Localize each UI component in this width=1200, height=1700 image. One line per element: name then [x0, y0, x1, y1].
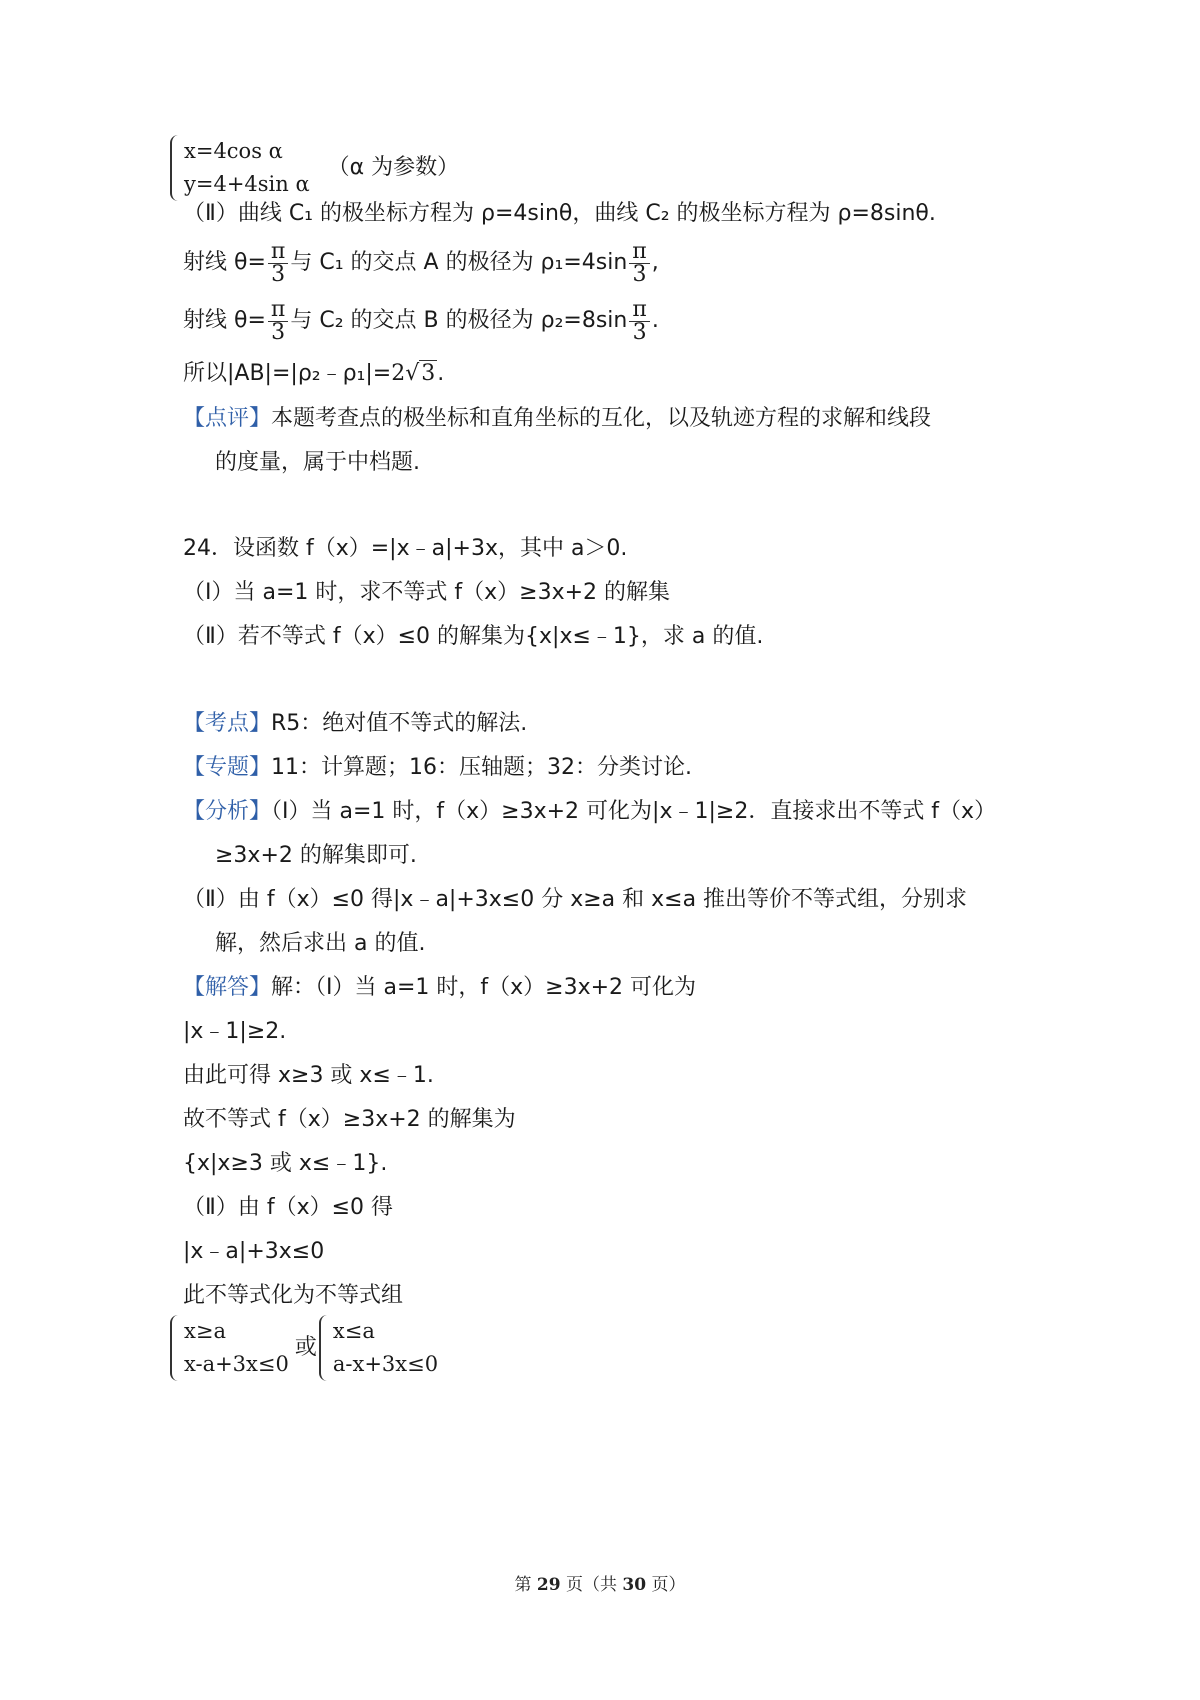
brace-left-b — [319, 1315, 329, 1381]
fraction-pi-3 — [268, 238, 288, 287]
ab-text: 所以|AB|=|ρ₂﹣ρ₁|= — [183, 361, 392, 386]
zhuanti-text: 11：计算题；16：压轴题；32：分类讨论. — [271, 755, 692, 780]
jieda-line5: {x|x≥3 或 x≤﹣1}. — [183, 1151, 388, 1176]
frac-num: π — [268, 299, 288, 322]
sqrt-coef: 2 — [391, 361, 406, 386]
footer-page-number: 29 — [536, 1575, 561, 1595]
param-y: y=4+4sin α — [184, 172, 310, 196]
frac-den: 3 — [271, 261, 286, 287]
brace-left — [170, 135, 180, 201]
ray2-end: . — [651, 308, 659, 333]
kaodian-tag: 【考点】 — [183, 711, 272, 736]
footer-pre: 第 — [514, 1575, 537, 1595]
kaodian-text: R5：绝对值不等式的解法. — [271, 711, 528, 736]
fraction-pi-3 — [629, 296, 649, 345]
fenxi-line1 — [183, 796, 996, 828]
sys-b-row1: x≤a — [332, 1319, 375, 1343]
zhuanti-tag: 【专题】 — [183, 755, 272, 780]
ray2-pre: 射线 θ= — [183, 308, 266, 333]
comment-text1: 本题考查点的极坐标和直角坐标的互化，以及轨迹方程的求解和线段 — [271, 406, 932, 431]
footer-post: 页） — [646, 1575, 686, 1595]
frac-num: π — [629, 299, 649, 322]
ray1-pre: 射线 θ= — [183, 250, 266, 275]
q24-part1: （Ⅰ）当 a=1 时，求不等式 f（x）≥3x+2 的解集 — [183, 580, 671, 605]
jieda-line2: |x﹣1|≥2. — [183, 1019, 287, 1044]
sys-a-row2: x-a+3x≤0 — [184, 1352, 289, 1376]
footer-total-pages: 30 — [622, 1575, 647, 1595]
jieda-line6: （Ⅱ）由 f（x）≤0 得 — [183, 1195, 394, 1220]
comment-line1 — [183, 403, 931, 435]
ray2-mid: 与 C₂ 的交点 B 的极径为 ρ₂=8sin — [290, 308, 628, 333]
param-x: x=4cos α — [184, 139, 283, 163]
frac-num: π — [629, 241, 649, 264]
or-text: 或 — [294, 1335, 317, 1360]
inequality-systems — [170, 1315, 438, 1381]
frac-den: 3 — [271, 319, 286, 345]
frac-den: 3 — [632, 261, 647, 287]
jieda-line7: |x﹣a|+3x≤0 — [183, 1239, 325, 1264]
sqrt-radicand: 3 — [421, 361, 436, 386]
ab-result — [183, 358, 444, 390]
jieda-line4: 故不等式 f（x）≥3x+2 的解集为 — [183, 1107, 516, 1132]
parametric-system — [170, 135, 459, 201]
jieda-text1: 解：（Ⅰ）当 a=1 时，f（x）≥3x+2 可化为 — [271, 975, 697, 1000]
frac-den: 3 — [632, 319, 647, 345]
page-footer — [0, 1570, 1200, 1595]
brace-left-a — [170, 1315, 180, 1381]
frac-num: π — [268, 241, 288, 264]
sys-b-row2: a-x+3x≤0 — [332, 1352, 439, 1376]
jieda-tag: 【解答】 — [183, 975, 272, 1000]
comment-line2: 的度量，属于中档题. — [215, 450, 420, 475]
fenxi-line2: ≥3x+2 的解集即可. — [215, 843, 417, 868]
ray1-end: , — [651, 250, 659, 275]
zhuanti-line — [183, 752, 692, 784]
fraction-pi-3 — [629, 238, 649, 287]
param-note: （α 为参数） — [327, 155, 460, 180]
comment-tag: 【点评】 — [183, 406, 272, 431]
ray1-line — [183, 240, 659, 286]
fenxi-line3: （Ⅱ）由 f（x）≤0 得|x﹣a|+3x≤0 分 x≥a 和 x≤a 推出等价不等式组，分别求 — [183, 887, 968, 912]
ray2-line — [183, 298, 659, 344]
q24-part2: （Ⅱ）若不等式 f（x）≤0 的解集为{x|x≤﹣1}，求 a 的值. — [183, 624, 764, 649]
part2-polar-eq: （Ⅱ）曲线 C₁ 的极坐标方程为 ρ=4sinθ，曲线 C₂ 的极坐标方程为 ρ=8sinθ. — [183, 201, 936, 226]
q24-stem: 24．设函数 f（x）=|x﹣a|+3x，其中 a＞0. — [183, 536, 628, 561]
sys-a-row1: x≥a — [184, 1319, 226, 1343]
fenxi-line4: 解，然后求出 a 的值. — [215, 931, 426, 956]
kaodian-line — [183, 708, 527, 740]
fraction-pi-3 — [268, 296, 288, 345]
ray1-mid: 与 C₁ 的交点 A 的极径为 ρ₁=4sin — [290, 250, 628, 275]
footer-mid: 页（共 — [560, 1575, 623, 1595]
jieda-line8: 此不等式化为不等式组 — [183, 1283, 404, 1308]
jieda-line1 — [183, 972, 696, 1004]
sqrt-expression: 2√3 — [391, 361, 436, 386]
fenxi-tag: 【分析】 — [183, 799, 272, 824]
ab-end: . — [437, 361, 445, 386]
fenxi-text1: （Ⅰ）当 a=1 时，f（x）≥3x+2 可化为|x﹣1|≥2．直接求出不等式 f（x） — [271, 799, 997, 824]
jieda-line3: 由此可得 x≥3 或 x≤﹣1. — [183, 1063, 434, 1088]
